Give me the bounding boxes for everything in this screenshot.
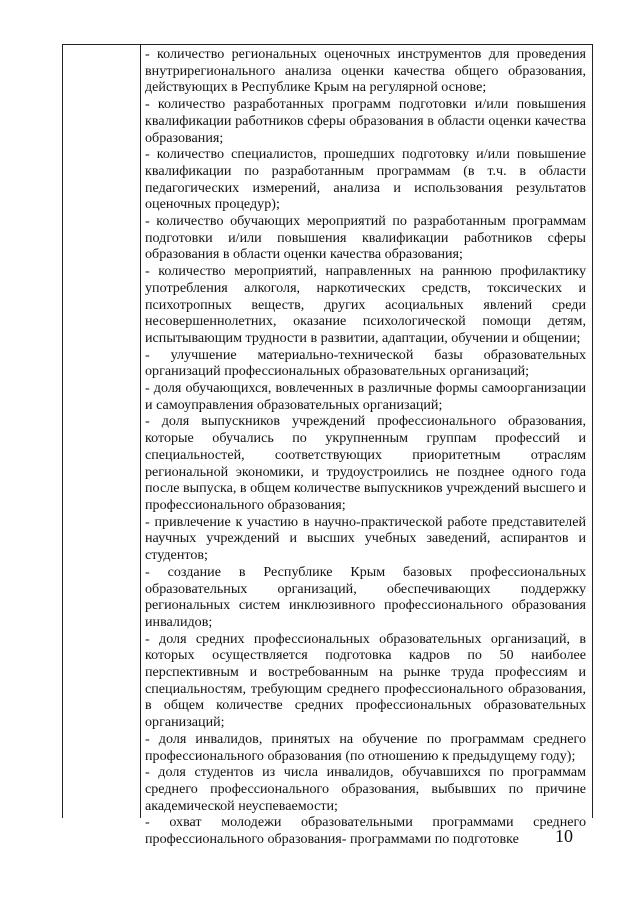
indicator-item: - доля выпускников учреждений профессионального образования, которые обучались по укрупненным группам профессий и специальностей, соответствующих приоритетным отраслям региональной экономики, и трудоустроились не позднее одного года после выпуска, в общем количестве выпускников учреждений высшего и профессионального образования; <box>145 413 586 513</box>
indicator-item: - количество мероприятий, направленных на раннюю профилактику употребления алкоголя, наркотических средств, токсических и психотропных веществ, других асоциальных явлений среди несовершеннолетних, оказание психологической помощи детям, испытывающим трудности в развитии, адаптации, обучении и общении; <box>145 263 586 346</box>
table-right-border <box>592 44 593 818</box>
indicator-item: - охват молодежи образовательными программами среднего профессионального образования- программами по подготовке <box>145 814 586 848</box>
table-left-border <box>62 44 63 818</box>
indicator-item: - создание в Республике Крым базовых профессиональных образовательных организаций, обеспечивающих поддержку региональных систем инклюзивного профессионального образования инвалидов; <box>145 563 586 630</box>
indicator-item: - улучшение материально-технической базы образовательных организаций профессиональных образовательных организаций; <box>145 346 586 380</box>
table-column-divider <box>140 44 141 818</box>
indicators-list <box>145 46 586 848</box>
indicator-item: - количество обучающих мероприятий по разработанным программам подготовки и/или повышения квалификации работников сферы образования в области оценки качества образования; <box>145 213 586 263</box>
page-number: 10 <box>555 826 573 846</box>
indicator-item: - доля средних профессиональных образовательных организаций, в которых осуществляется подготовка кадров по 50 наиболее перспективным и востребованным на рынке труда профессиям и специальностям, требующим среднего профессионального образования, в общем количестве средних профессиональных образовательных организаций; <box>145 630 586 731</box>
indicator-item: - доля обучающихся, вовлеченных в различные формы самоорганизации и самоуправления образовательных организаций; <box>145 380 586 413</box>
table-top-border <box>62 44 593 45</box>
indicator-item: - доля студентов из числа инвалидов, обучавшихся по программам среднего профессионального образования, выбывших по причине академической неуспеваемости; <box>145 764 586 814</box>
indicator-item: - количество разработанных программ подготовки и/или повышения квалификации работников сферы образования в области оценки качества образования; <box>145 96 586 146</box>
indicator-item: - количество региональных оценочных инструментов для проведения внутрирегионального анализа оценки качества общего образования, действующих в Республике Крым на регулярной основе; <box>145 46 586 96</box>
indicator-item: - доля инвалидов, принятых на обучение по программам среднего профессионального образования (по отношению к предыдущему году); <box>145 730 586 764</box>
indicator-item: - привлечение к участию в научно-практической работе представителей научных учреждений и высших учебных заведений, аспирантов и студентов; <box>145 513 586 564</box>
indicator-item: - количество специалистов, прошедших подготовку и/или повышение квалификации по разработанным программам (в т.ч. в области педагогических измерений, анализа и использования результатов оценочных процедур); <box>145 146 586 213</box>
